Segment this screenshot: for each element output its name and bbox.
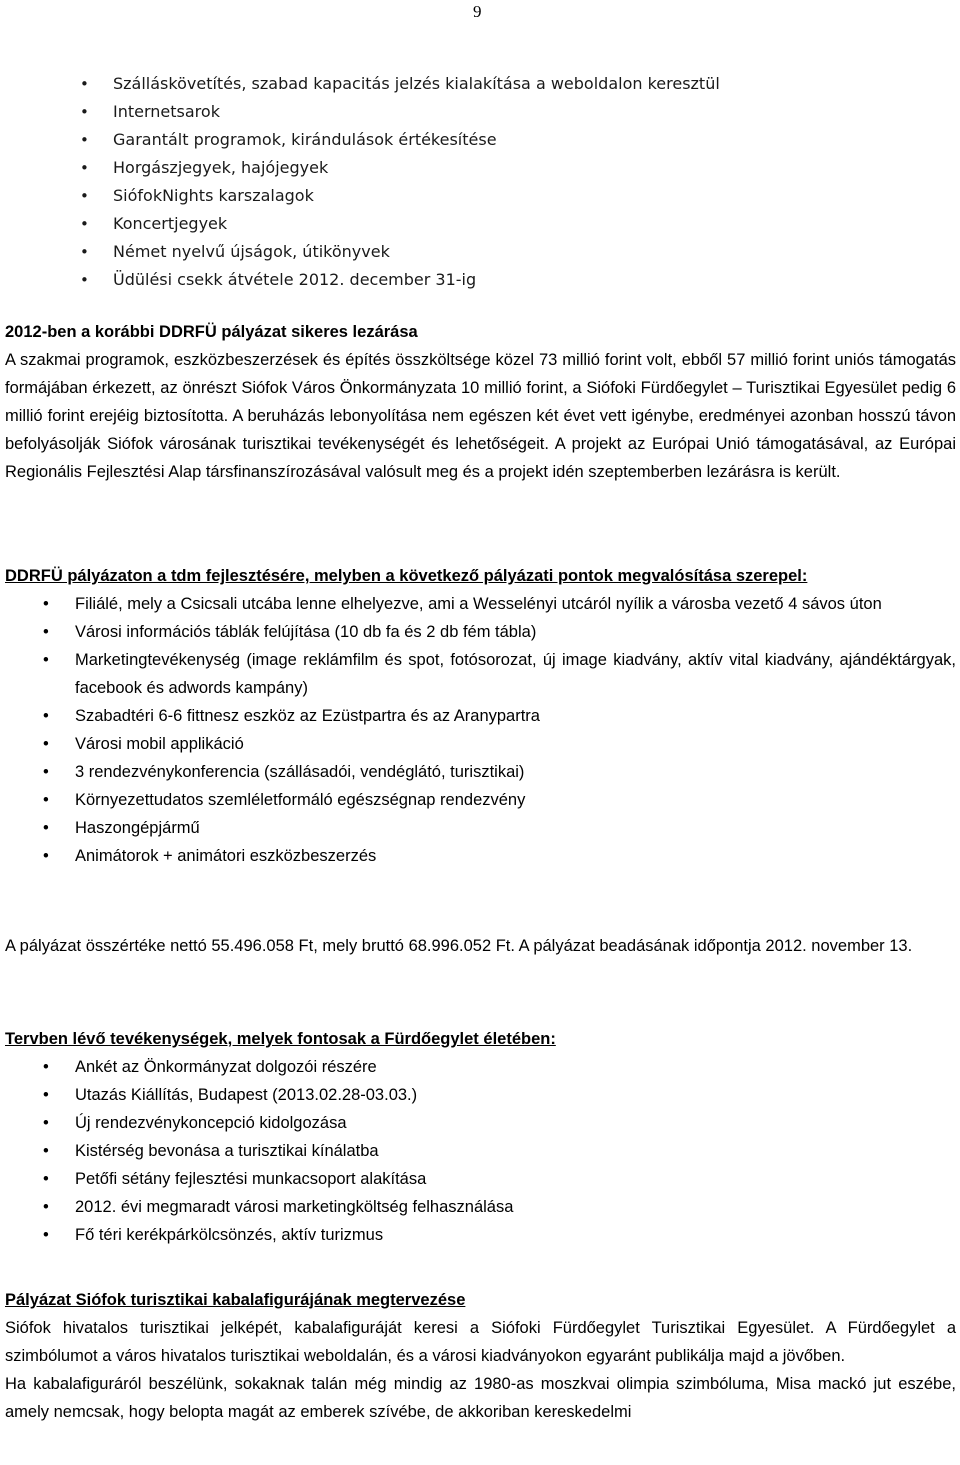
list-item: • Új rendezvénykoncepció kidolgozása bbox=[5, 1109, 956, 1137]
list-item: • Marketingtevékenység (image reklámfilm és spot, fotósorozat, új image kiadvány, aktív vital kiadvány, ajándéktárgyak, facebook és adwords kampány) bbox=[5, 646, 956, 702]
list-item: • Fő téri kerékpárkölcsönzés, aktív turizmus bbox=[5, 1221, 956, 1249]
list-item: • Koncertjegyek bbox=[0, 210, 720, 238]
list-item: • Filiálé, mely a Csicsali utcába lenne elhelyezve, ami a Wesselényi utcáról nyílik a városba vezető 4 sávos úton bbox=[5, 590, 956, 618]
paragraph: Siófok hivatalos turisztikai jelképét, kabalafiguráját keresi a Siófoki Fürdőegylet Turisztikai Egyesület. A Fürdőegylet a szimbólumot a város hivatalos turisztikai weboldalán, és a városi kiadványokon egyaránt publikálja majd a jövőben. bbox=[5, 1319, 956, 1365]
list-item: • Kistérség bevonása a turisztikai kínálatba bbox=[5, 1137, 956, 1165]
page-number: 9 bbox=[473, 2, 482, 21]
section-tdm-development bbox=[5, 562, 956, 870]
tdm-items-list bbox=[5, 590, 956, 870]
list-item: • Petőfi sétány fejlesztési munkacsoport alakítása bbox=[5, 1165, 956, 1193]
list-item: • Német nyelvű újságok, útikönyvek bbox=[0, 238, 720, 266]
list-item: • Haszongépjármű bbox=[5, 814, 956, 842]
paragraph bbox=[5, 346, 956, 486]
list-item: • Utazás Kiállítás, Budapest (2013.02.28-03.03.) bbox=[5, 1081, 956, 1109]
tender-summary bbox=[5, 932, 956, 960]
list-item: • Üdülési csekk átvétele 2012. december 31-ig bbox=[0, 266, 720, 294]
planned-activities-list bbox=[5, 1053, 956, 1249]
section-mascot-tender bbox=[5, 1286, 956, 1426]
paragraph: A pályázat összértéke nettó 55.496.058 Ft, mely bruttó 68.996.052 Ft. A pályázat beadásának időpontja 2012. november 13. bbox=[5, 937, 913, 955]
section-planned-activities bbox=[5, 1025, 956, 1249]
section-heading: Tervben lévő tevékenységek, melyek fontosak a Fürdőegylet életében: bbox=[5, 1030, 556, 1048]
text-run: A szakmai programok, eszközbeszerzések és építés összköltsége közel 73 millió forint volt, ebből 57 millió forint uniós támogatás formájában érkezett, az önrészt Siófok Város Önkormányzata 10 millió forint, a Siófoki Fürdőegylet – Turisztikai Egyesület pedig 6 millió forint erejéig biztosította. bbox=[5, 351, 956, 425]
paragraph: Ha kabalafiguráról beszélünk, sokaknak talán még mindig az 1980-as moszkvai olimpia szimbóluma, Misa mackó jut eszébe, amely nemcsak, hogy belopta magát az emberek szívébe, de akkoriban kereskedelmi bbox=[5, 1375, 956, 1421]
list-item: • Városi mobil applikáció bbox=[5, 730, 956, 758]
list-item: • 3 rendezvénykonferencia (szállásadói, vendéglátó, turisztikai) bbox=[5, 758, 956, 786]
section-heading: 2012-ben a korábbi DDRFÜ pályázat sikeres lezárása bbox=[5, 323, 418, 341]
list-item: • Garantált programok, kirándulások értékesítése bbox=[0, 126, 720, 154]
list-item: • Szabadtéri 6-6 fittnesz eszköz az Ezüstpartra és az Aranypartra bbox=[5, 702, 956, 730]
list-item: • Szálláskövetítés, szabad kapacitás jelzés kialakítása a weboldalon keresztül bbox=[0, 70, 720, 98]
list-item: • Horgászjegyek, hajójegyek bbox=[0, 154, 720, 182]
text-run: A beruházás lebonyolítása nem egészen két évet vett igénybe, eredményei azonban hosszú távon befolyásolják Siófok városának turisztikai tevékenységét és lehetőségeit. bbox=[5, 407, 956, 453]
section-heading: Pályázat Siófok turisztikai kabalafigurájának megtervezése bbox=[5, 1291, 466, 1309]
list-item: • SiófokNights karszalagok bbox=[0, 182, 720, 210]
list-item: • Internetsarok bbox=[0, 98, 720, 126]
list-item: • Városi információs táblák felújítása (10 db fa és 2 db fém tábla) bbox=[5, 618, 956, 646]
list-item: • Ankét az Önkormányzat dolgozói részére bbox=[5, 1053, 956, 1081]
section-heading: DDRFÜ pályázaton a tdm fejlesztésére, melyben a következő pályázati pontok megvalósítása szerepel: bbox=[5, 567, 808, 585]
list-item: • 2012. évi megmaradt városi marketingköltség felhasználása bbox=[5, 1193, 956, 1221]
text-run: A projekt az Európai Unió támogatásával, az Európai Regionális Fejlesztési Alap társfinanszírozásával valósult meg és a projekt idén szeptemberben lezárásra is került. bbox=[5, 435, 956, 481]
list-item: • Animátorok + animátori eszközbeszerzés bbox=[5, 842, 956, 870]
list-item: • Környezettudatos szemléletformáló egészségnap rendezvény bbox=[5, 786, 956, 814]
services-list bbox=[0, 70, 720, 294]
section-ddrfu-closure bbox=[5, 318, 956, 486]
